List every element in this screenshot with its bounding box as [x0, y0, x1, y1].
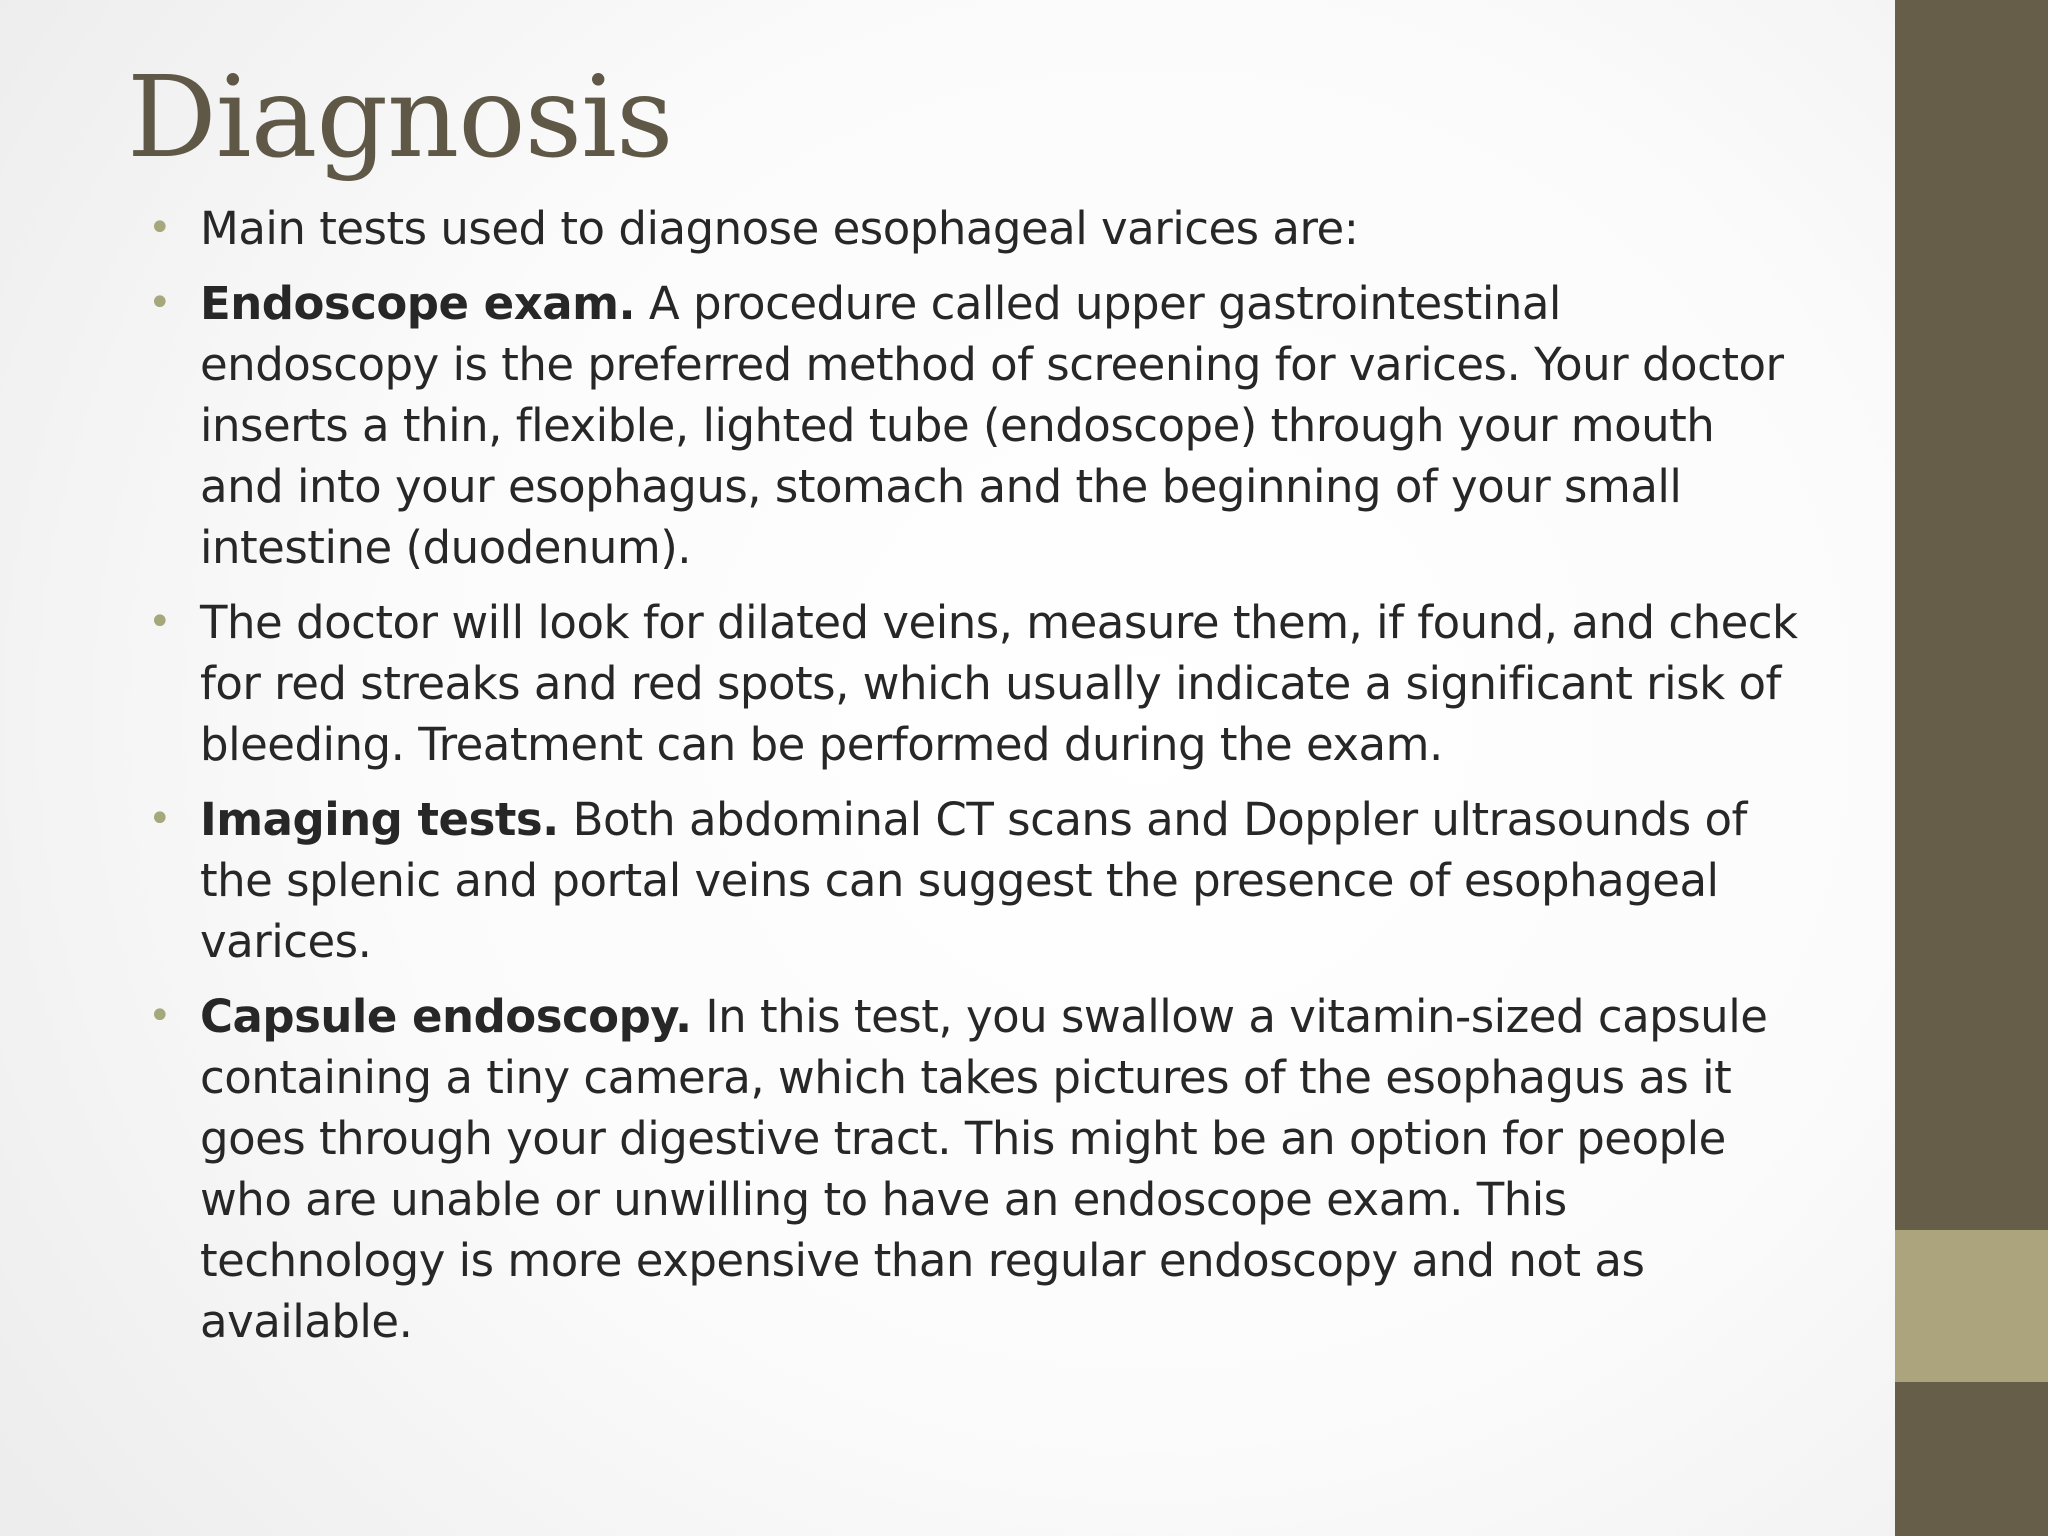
bullet-text: In this test, you swallow a vitamin-sized capsule containing a tiny camera, which takes pictures of the esophagus as it goes through your digestive tract. This might be an option for people who are unable or unwilling to have an endoscope exam. This technology is more expensive than regular endoscopy and not as available. — [200, 990, 1768, 1348]
slide-title: Diagnosis — [127, 53, 673, 183]
bullet-text: Both abdominal CT scans and Doppler ultrasounds of the splenic and portal veins can suggest the presence of esophageal varices. — [200, 793, 1747, 968]
bullet-dot-icon: • — [148, 205, 172, 251]
bullet-lead: Capsule endoscopy. — [200, 990, 692, 1043]
bullet-dot-icon: • — [148, 280, 172, 326]
bullet-item — [148, 198, 1805, 259]
bullet-lead: Imaging tests. — [200, 793, 559, 846]
bullet-lead: Endoscope exam. — [200, 277, 636, 330]
bullet-text: A procedure called upper gastrointestinal endoscopy is the preferred method of screening for varices. Your doctor inserts a thin, flexible, lighted tube (endoscope) through your mouth and into your esophagus, stomach and the beginning of your small intestine (duodenum). — [200, 277, 1784, 574]
bullet-item — [148, 789, 1805, 972]
bullet-item — [148, 986, 1805, 1352]
bullet-item — [148, 273, 1805, 578]
bullet-dot-icon: • — [148, 796, 172, 842]
bullet-text: Main tests used to diagnose esophageal varices are: — [200, 202, 1359, 255]
side-accent-block — [1895, 1230, 2048, 1382]
bullet-list — [148, 198, 1805, 1366]
bullet-text: The doctor will look for dilated veins, measure them, if found, and check for red streaks and red spots, which usually indicate a significant risk of bleeding. Treatment can be performed during the exam. — [200, 596, 1798, 771]
bullet-dot-icon: • — [148, 993, 172, 1039]
bullet-dot-icon: • — [148, 599, 172, 645]
bullet-item — [148, 592, 1805, 775]
